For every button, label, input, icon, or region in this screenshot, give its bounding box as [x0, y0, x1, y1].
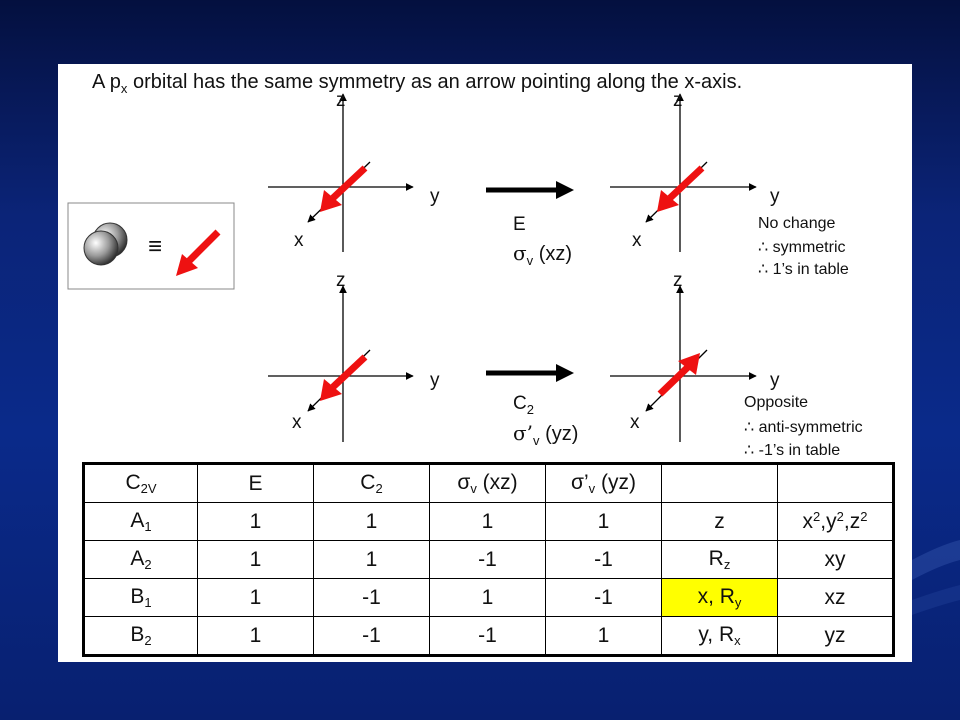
header-sigma-v-yz: $\sigma’_v$ (yz)	[546, 464, 662, 503]
quadratic-functions: xz	[778, 579, 894, 617]
svg-text:∴ symmetric: ∴ symmetric	[758, 239, 846, 256]
linear-functions-highlighted: x, $R_y$	[662, 579, 778, 617]
irrep-label: $B_1$	[84, 579, 198, 617]
op-c2-label: $C_2$	[513, 393, 534, 417]
header-quadratic	[778, 464, 894, 503]
content-panel	[58, 64, 912, 662]
table-header-row	[84, 464, 894, 503]
axes-top-left	[268, 90, 440, 252]
char-sv: -1	[430, 541, 546, 579]
note-symmetric	[758, 215, 849, 278]
svg-text:No change: No change	[758, 215, 836, 232]
header-point-group: $C_{2V}$	[84, 464, 198, 503]
character-table	[82, 462, 895, 657]
char-c2: -1	[314, 617, 430, 656]
axis-z-label: z	[336, 270, 346, 291]
char-sv2: 1	[546, 617, 662, 656]
symmetry-diagram	[58, 64, 912, 464]
char-sv2: -1	[546, 579, 662, 617]
char-e: 1	[198, 579, 314, 617]
axes-bottom-right	[610, 270, 780, 442]
svg-text:Opposite: Opposite	[744, 394, 809, 411]
axis-z-label: z	[673, 270, 683, 291]
axes-bottom-left	[268, 270, 440, 442]
char-sv: 1	[430, 579, 546, 617]
char-sv2: 1	[546, 503, 662, 541]
table-row	[84, 541, 894, 579]
table-row	[84, 617, 894, 656]
axis-y-label: y	[770, 370, 780, 391]
axis-x-label: x	[632, 230, 642, 251]
quadratic-functions: xy	[778, 541, 894, 579]
axis-x-label: x	[292, 412, 302, 433]
axis-y-label: y	[430, 186, 440, 207]
char-c2: 1	[314, 503, 430, 541]
note-antisymmetric	[744, 394, 863, 459]
char-sv: -1	[430, 617, 546, 656]
px-vector-arrow	[670, 168, 702, 198]
px-vector-arrow	[333, 168, 365, 198]
header-e: E	[198, 464, 314, 503]
axis-x-label: x	[630, 412, 640, 433]
table-row	[84, 503, 894, 541]
svg-text:∴ 1’s in table: ∴ 1’s in table	[758, 261, 849, 278]
px-vector-arrow	[333, 357, 365, 387]
px-vector-arrow-reversed	[660, 367, 688, 394]
operation-arrow-bottom	[486, 364, 574, 382]
svg-text:∴ -1’s in table: ∴ -1’s in table	[744, 442, 841, 459]
orbital-lobe-front-icon	[84, 231, 118, 265]
header-c2: $C_2$	[314, 464, 430, 503]
quadratic-functions: yz	[778, 617, 894, 656]
irrep-label: $A_2$	[84, 541, 198, 579]
quadratic-functions: $x^2,y^2,z^2$	[778, 503, 894, 541]
char-e: 1	[198, 503, 314, 541]
linear-functions: $R_z$	[662, 541, 778, 579]
axis-z-label: z	[673, 90, 683, 111]
irrep-label: $A_1$	[84, 503, 198, 541]
axis-y-label: y	[430, 370, 440, 391]
op-identity-label: E	[513, 214, 526, 235]
char-c2: 1	[314, 541, 430, 579]
intro-text: A $p_x$ orbital has the same symmetry as an arrow pointing along the x-axis.	[92, 71, 743, 96]
orbital-legend	[68, 203, 234, 289]
header-sigma-v-xz: $\sigma_v$ (xz)	[430, 464, 546, 503]
axis-x-label: x	[294, 230, 304, 251]
operation-arrow-top	[486, 181, 574, 199]
char-e: 1	[198, 541, 314, 579]
table-row	[84, 579, 894, 617]
header-linear	[662, 464, 778, 503]
char-c2: -1	[314, 579, 430, 617]
char-sv2: -1	[546, 541, 662, 579]
equivalence-symbol: ≡	[148, 233, 163, 260]
axes-top-right	[610, 90, 780, 252]
char-e: 1	[198, 617, 314, 656]
op-sigma-v-yz-label: $\sigma’_v$ (yz)	[513, 421, 579, 448]
op-sigma-v-xz-label: $\sigma_v$ (xz)	[513, 241, 573, 268]
linear-functions: y, $R_x$	[662, 617, 778, 656]
svg-text:∴ anti-symmetric: ∴ anti-symmetric	[744, 419, 863, 436]
irrep-label: $B_2$	[84, 617, 198, 656]
linear-functions: z	[662, 503, 778, 541]
char-sv: 1	[430, 503, 546, 541]
axis-z-label: z	[336, 90, 346, 111]
axis-y-label: y	[770, 186, 780, 207]
